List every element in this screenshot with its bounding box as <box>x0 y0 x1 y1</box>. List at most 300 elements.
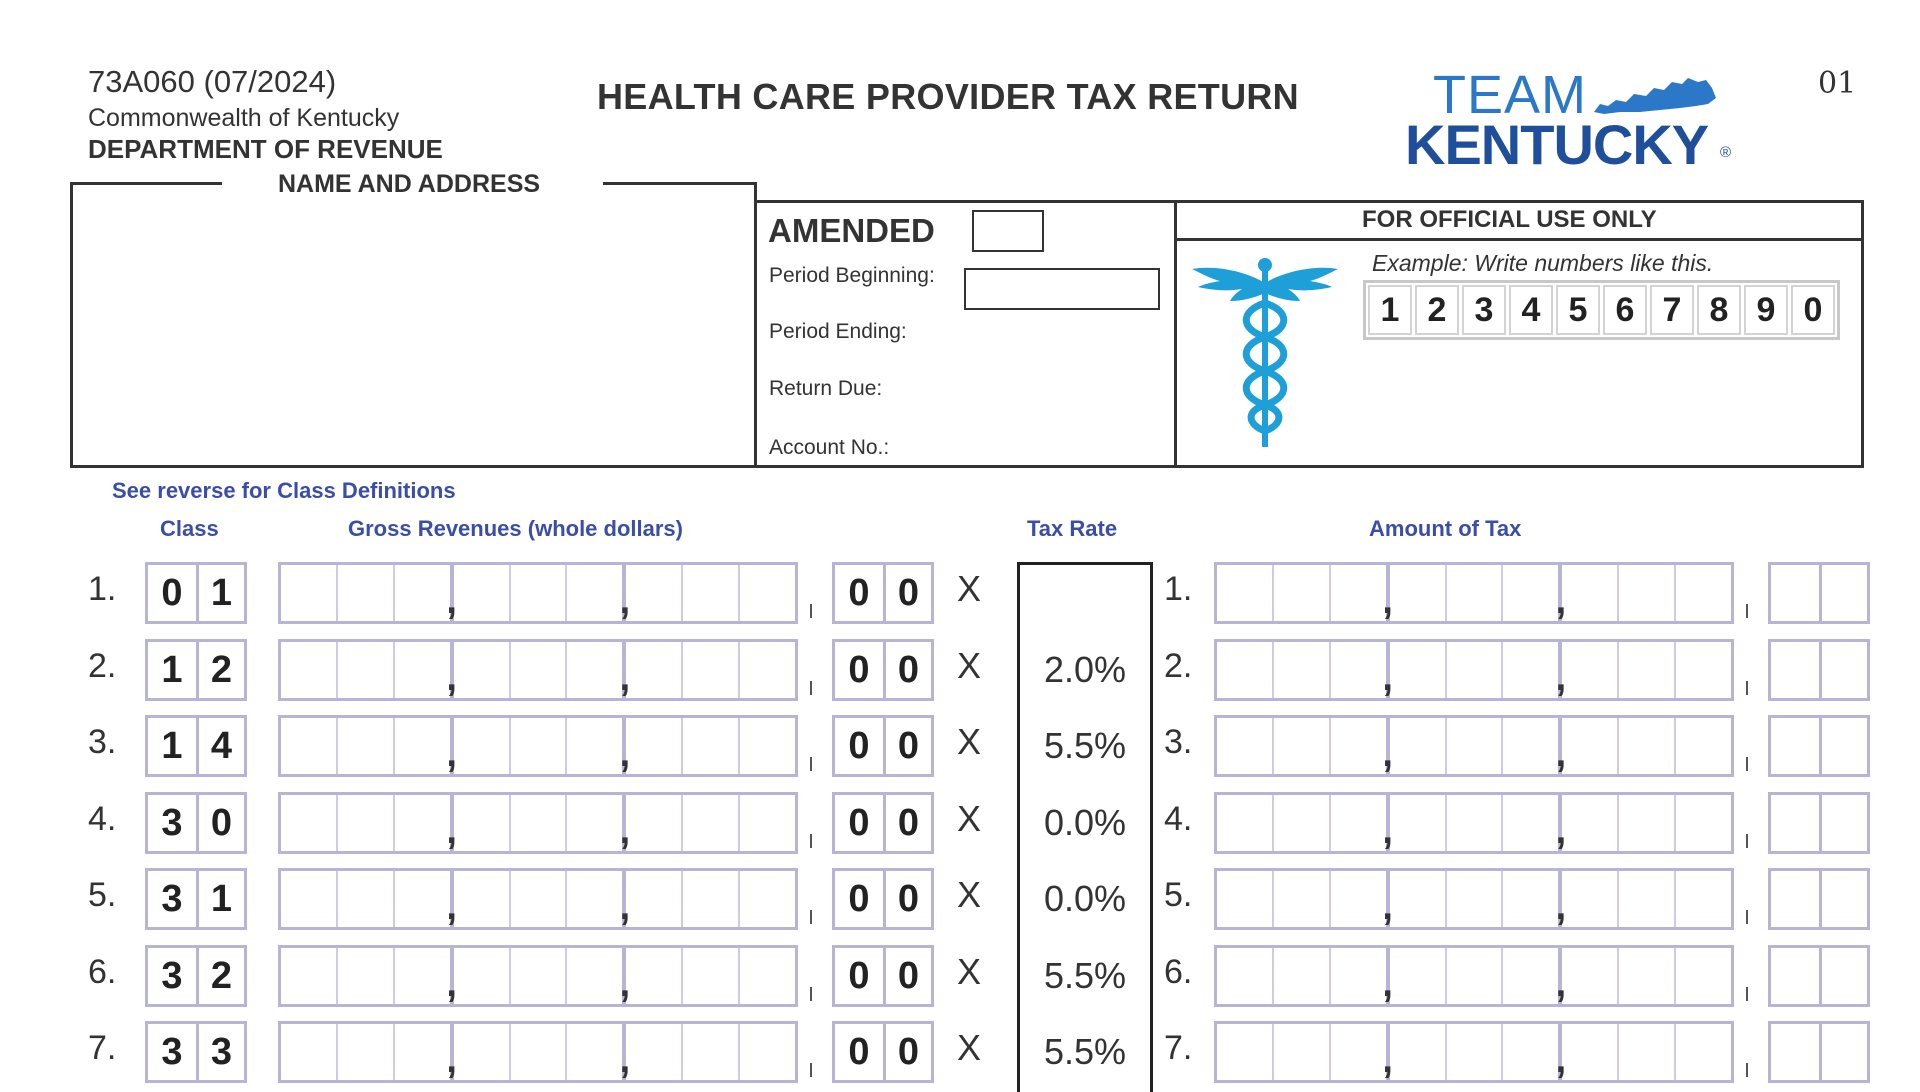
amount-of-tax-cents[interactable] <box>1768 562 1870 624</box>
digit-cell[interactable] <box>450 948 509 1004</box>
gross-revenue-field[interactable] <box>278 562 798 624</box>
digit-cell[interactable] <box>1386 795 1445 851</box>
digit-cell[interactable] <box>681 1024 738 1080</box>
digit-cell[interactable] <box>393 795 450 851</box>
amount-of-tax-field[interactable] <box>1214 868 1734 930</box>
digit-cell[interactable] <box>565 871 622 927</box>
digit-cell[interactable] <box>1445 948 1502 1004</box>
logo-kentucky-text: KENTUCKY <box>1405 113 1709 176</box>
digit-cell[interactable] <box>1386 642 1445 698</box>
digit-cell[interactable] <box>281 718 336 774</box>
row-number: 7. <box>88 1029 117 1067</box>
class-code-box <box>145 1021 247 1083</box>
digit-cell[interactable] <box>565 718 622 774</box>
digit-cell[interactable] <box>681 642 738 698</box>
amount-of-tax-cents[interactable] <box>1768 945 1870 1007</box>
digit-cell[interactable] <box>1386 871 1445 927</box>
period-beginning-label: Period Beginning: <box>769 264 935 287</box>
amount-of-tax-field[interactable] <box>1214 715 1734 777</box>
example-label: Example: Write numbers like this. <box>1372 250 1714 276</box>
digit-cell[interactable] <box>281 948 336 1004</box>
digit-cell[interactable] <box>281 1024 336 1080</box>
digit-cell[interactable] <box>1674 1024 1731 1080</box>
digit-cell[interactable] <box>1555 642 1617 699</box>
digit-cell[interactable] <box>738 642 795 698</box>
digit-cell[interactable] <box>619 795 681 852</box>
cents-digit[interactable] <box>1819 642 1867 698</box>
class-digit: 2 <box>196 948 244 1004</box>
example-digit: 4 <box>1509 285 1553 335</box>
thousands-comma: , <box>1555 657 1567 699</box>
cents-digit[interactable] <box>1819 871 1867 927</box>
example-digit: 9 <box>1744 285 1788 335</box>
cents-digit: 0 <box>883 795 931 851</box>
thousands-comma: , <box>446 580 457 622</box>
class-code-box <box>145 639 247 701</box>
gross-revenues-column-header: Gross Revenues (whole dollars) <box>348 516 683 541</box>
cents-digit[interactable] <box>1771 1024 1819 1080</box>
digit-cell[interactable] <box>336 871 393 927</box>
example-digit: 0 <box>1791 285 1835 335</box>
digit-cell[interactable] <box>1617 718 1674 774</box>
digit-cell[interactable] <box>738 948 795 1004</box>
return-due-label: Return Due: <box>769 377 883 400</box>
class-column-header: Class <box>160 516 219 541</box>
gross-revenue-field[interactable] <box>278 945 798 1007</box>
digit-cell[interactable] <box>336 642 393 698</box>
row-number: 4. <box>88 800 117 838</box>
row-number: 2. <box>1164 647 1193 685</box>
gross-revenue-cents <box>832 639 934 701</box>
gross-revenue-field[interactable] <box>278 715 798 777</box>
class-code-box <box>145 562 247 624</box>
commonwealth-label: Commonwealth of Kentucky <box>88 104 400 132</box>
digit-cell[interactable] <box>509 948 566 1004</box>
digit-cell[interactable] <box>1445 871 1502 927</box>
decimal-point-mark <box>810 834 812 848</box>
gross-revenue-cents <box>832 868 934 930</box>
digit-cell[interactable] <box>1501 948 1558 1004</box>
gross-revenue-field[interactable] <box>278 639 798 701</box>
digit-cell[interactable] <box>1501 1024 1558 1080</box>
cents-digit: 0 <box>883 1024 931 1080</box>
digit-cell[interactable] <box>1555 565 1617 622</box>
digit-cell[interactable] <box>393 948 450 1004</box>
cents-digit[interactable] <box>1771 948 1819 1004</box>
example-digit: 8 <box>1697 285 1741 335</box>
amended-label: AMENDED <box>768 212 935 249</box>
example-digit: 5 <box>1556 285 1600 335</box>
thousands-comma: , <box>619 963 631 1005</box>
digit-cell[interactable] <box>393 1024 450 1080</box>
class-digit: 1 <box>161 724 183 767</box>
digit-cell[interactable] <box>1445 795 1502 851</box>
cents-digit[interactable] <box>1771 795 1819 851</box>
cents-digit[interactable] <box>1771 718 1819 774</box>
tax-rate-value: 5.5% <box>1043 955 1127 996</box>
caduceus-icon <box>1190 253 1340 453</box>
thousands-comma: , <box>1382 886 1393 928</box>
gross-revenue-cents <box>832 715 934 777</box>
multiply-symbol: X <box>957 1027 982 1068</box>
tax-rate-value: 5.5% <box>1043 725 1127 766</box>
digit-cell[interactable] <box>1617 871 1674 927</box>
digit-cell[interactable] <box>336 1024 393 1080</box>
thousands-comma: , <box>1555 963 1567 1005</box>
decimal-point-mark <box>810 1063 812 1077</box>
digit-cell[interactable] <box>1617 948 1674 1004</box>
logo-registered-mark: ® <box>1720 144 1732 161</box>
digit-cell[interactable] <box>1674 718 1731 774</box>
digit-cell[interactable] <box>619 1024 681 1081</box>
digit-cell[interactable] <box>1272 795 1329 851</box>
example-digit: 6 <box>1603 285 1647 335</box>
digit-cell[interactable] <box>1217 718 1272 774</box>
digit-cell[interactable] <box>281 565 336 621</box>
digit-cell[interactable] <box>1217 871 1272 927</box>
amount-of-tax-column-header: Amount of Tax <box>1369 516 1522 541</box>
digit-cell[interactable] <box>1272 948 1329 1004</box>
class-digit: 1 <box>196 871 244 927</box>
class-digit: 1 <box>161 648 183 691</box>
thousands-comma: , <box>1382 810 1393 852</box>
cents-digit: 0 <box>848 877 870 920</box>
digit-cell[interactable] <box>619 642 681 699</box>
multiply-symbol: X <box>957 951 982 992</box>
decimal-point-mark <box>810 910 812 924</box>
digit-cell[interactable] <box>1674 948 1731 1004</box>
digit-cell[interactable] <box>1617 1024 1674 1080</box>
department-label: DEPARTMENT OF REVENUE <box>88 134 443 164</box>
digit-cell[interactable] <box>565 642 622 698</box>
multiply-symbol: X <box>957 798 982 839</box>
digit-cell[interactable] <box>1555 718 1617 775</box>
digit-cell[interactable] <box>619 871 681 928</box>
decimal-point-mark <box>1746 681 1748 695</box>
account-no-label: Account No.: <box>769 436 890 459</box>
digit-cell[interactable] <box>565 795 622 851</box>
digit-cell[interactable] <box>1217 565 1272 621</box>
gross-revenue-cents <box>832 562 934 624</box>
gross-revenue-field[interactable] <box>278 868 798 930</box>
digit-cell[interactable] <box>450 795 509 851</box>
thousands-comma: , <box>1382 963 1393 1005</box>
decimal-point-mark <box>1746 1063 1748 1077</box>
digit-cell[interactable] <box>681 948 738 1004</box>
cents-digit: 0 <box>848 724 870 767</box>
class-digit: 3 <box>161 954 183 997</box>
thousands-comma: , <box>619 733 631 775</box>
cents-digit: 0 <box>883 871 931 927</box>
digit-cell[interactable] <box>1617 795 1674 851</box>
digit-cell[interactable] <box>1674 565 1731 621</box>
cents-digit[interactable] <box>1819 1024 1867 1080</box>
row-number: 1. <box>1164 570 1193 608</box>
digit-cell[interactable] <box>681 795 738 851</box>
row-number: 4. <box>1164 800 1193 838</box>
digit-cell[interactable] <box>281 795 336 851</box>
row-number: 2. <box>88 647 117 685</box>
form-code: 73A060 (07/2024) <box>88 64 337 99</box>
tax-rate-value: 5.5% <box>1043 1031 1127 1072</box>
cents-digit[interactable] <box>1819 718 1867 774</box>
name-and-address-label: NAME AND ADDRESS <box>278 170 541 198</box>
digit-cell[interactable] <box>1272 871 1329 927</box>
decimal-point-mark <box>1746 910 1748 924</box>
digit-cell[interactable] <box>509 1024 566 1080</box>
digit-cell[interactable] <box>450 718 509 774</box>
thousands-comma: , <box>446 657 457 699</box>
class-digit: 0 <box>196 795 244 851</box>
see-reverse-note: See reverse for Class Definitions <box>112 478 456 503</box>
amount-of-tax-field[interactable] <box>1214 1021 1734 1083</box>
digit-cell[interactable] <box>336 948 393 1004</box>
tax-rate-column-header: Tax Rate <box>1027 516 1118 541</box>
class-digit: 3 <box>161 1030 183 1073</box>
digit-cell[interactable] <box>1501 871 1558 927</box>
thousands-comma: , <box>1555 810 1567 852</box>
multiply-symbol: X <box>957 645 982 686</box>
digit-cell[interactable] <box>1217 948 1272 1004</box>
digit-cell[interactable] <box>619 948 681 1005</box>
decimal-point-mark <box>1746 987 1748 1001</box>
class-code-box <box>145 715 247 777</box>
digit-cell[interactable] <box>1555 1024 1617 1081</box>
thousands-comma: , <box>446 733 457 775</box>
thousands-comma: , <box>1555 580 1567 622</box>
amount-of-tax-cents[interactable] <box>1768 1021 1870 1083</box>
row-number: 7. <box>1164 1029 1193 1067</box>
thousands-comma: , <box>1555 733 1567 775</box>
row-number: 3. <box>1164 723 1193 761</box>
row-number: 6. <box>88 953 117 991</box>
digit-cell[interactable] <box>1501 565 1558 621</box>
digit-cell[interactable] <box>681 565 738 621</box>
thousands-comma: , <box>1382 1039 1393 1081</box>
digit-cell[interactable] <box>1217 795 1272 851</box>
digit-cell[interactable] <box>509 565 566 621</box>
cents-digit[interactable] <box>1819 795 1867 851</box>
digit-cell[interactable] <box>1329 565 1386 621</box>
digit-cell[interactable] <box>450 565 509 621</box>
example-digits <box>1363 280 1840 340</box>
example-digit: 7 <box>1650 285 1694 335</box>
cents-digit: 0 <box>883 565 931 621</box>
digit-cell[interactable] <box>1501 795 1558 851</box>
thousands-comma: , <box>619 1039 631 1081</box>
digit-cell[interactable] <box>393 642 450 698</box>
digit-cell[interactable] <box>1674 871 1731 927</box>
digit-cell[interactable] <box>450 1024 509 1080</box>
gross-revenue-cents <box>832 792 934 854</box>
thousands-comma: , <box>1382 733 1393 775</box>
digit-cell[interactable] <box>1329 871 1386 927</box>
multiply-symbol: X <box>957 874 982 915</box>
cents-digit: 0 <box>883 718 931 774</box>
digit-cell[interactable] <box>1272 565 1329 621</box>
thousands-comma: , <box>446 963 457 1005</box>
cents-digit[interactable] <box>1819 565 1867 621</box>
row-number: 3. <box>88 723 117 761</box>
digit-cell[interactable] <box>738 871 795 927</box>
class-code-box <box>145 868 247 930</box>
class-digit: 3 <box>196 1024 244 1080</box>
digit-cell[interactable] <box>1329 1024 1386 1080</box>
digit-cell[interactable] <box>1555 871 1617 928</box>
cents-digit[interactable] <box>1771 871 1819 927</box>
logo-team-text: TEAM <box>1433 65 1588 125</box>
row-number: 5. <box>1164 876 1193 914</box>
decimal-point-mark <box>1746 604 1748 618</box>
cents-digit[interactable] <box>1771 642 1819 698</box>
tax-rate-value: 0.0% <box>1043 878 1127 919</box>
digit-cell[interactable] <box>509 795 566 851</box>
digit-cell[interactable] <box>619 565 681 622</box>
cents-digit[interactable] <box>1771 565 1819 621</box>
digit-cell[interactable] <box>1272 1024 1329 1080</box>
amount-of-tax-cents[interactable] <box>1768 868 1870 930</box>
digit-cell[interactable] <box>1445 642 1502 698</box>
page-number: 01 <box>1818 66 1857 101</box>
digit-cell[interactable] <box>1555 795 1617 852</box>
digit-cell[interactable] <box>738 795 795 851</box>
digit-cell[interactable] <box>450 642 509 698</box>
digit-cell[interactable] <box>1501 642 1558 698</box>
tax-rate-value: 2.0% <box>1043 649 1127 690</box>
digit-cell[interactable] <box>1674 642 1731 698</box>
cents-digit: 0 <box>848 801 870 844</box>
digit-cell[interactable] <box>336 718 393 774</box>
digit-cell[interactable] <box>1617 642 1674 698</box>
digit-cell[interactable] <box>1386 718 1445 774</box>
decimal-point-mark <box>810 987 812 1001</box>
digit-cell[interactable] <box>1555 948 1617 1005</box>
digit-cell[interactable] <box>565 565 622 621</box>
decimal-point-mark <box>810 681 812 695</box>
digit-cell[interactable] <box>1386 565 1445 621</box>
period-ending-label: Period Ending: <box>769 320 907 343</box>
digit-cell[interactable] <box>509 642 566 698</box>
name-and-address-area[interactable] <box>76 200 750 462</box>
digit-cell[interactable] <box>619 718 681 775</box>
thousands-comma: , <box>619 657 631 699</box>
digit-cell[interactable] <box>336 565 393 621</box>
digit-cell[interactable] <box>681 871 738 927</box>
digit-cell[interactable] <box>1674 795 1731 851</box>
digit-cell[interactable] <box>1386 1024 1445 1080</box>
digit-cell[interactable] <box>738 1024 795 1080</box>
gross-revenue-cents <box>832 1021 934 1083</box>
cents-digit: 0 <box>848 648 870 691</box>
class-digit: 0 <box>161 571 183 614</box>
thousands-comma: , <box>446 886 457 928</box>
digit-cell[interactable] <box>393 871 450 927</box>
digit-cell[interactable] <box>1617 565 1674 621</box>
cents-digit[interactable] <box>1819 948 1867 1004</box>
form-title: HEALTH CARE PROVIDER TAX RETURN <box>597 76 1299 117</box>
tax-rate-value: 0.0% <box>1043 802 1127 843</box>
digit-cell[interactable] <box>281 871 336 927</box>
amended-checkbox[interactable] <box>972 210 1044 252</box>
digit-cell[interactable] <box>509 718 566 774</box>
gross-revenue-field[interactable] <box>278 792 798 854</box>
thousands-comma: , <box>619 810 631 852</box>
digit-cell[interactable] <box>738 565 795 621</box>
class-digit: 3 <box>161 801 183 844</box>
digit-cell[interactable] <box>1386 948 1445 1004</box>
amount-of-tax-field[interactable] <box>1214 945 1734 1007</box>
digit-cell[interactable] <box>1329 642 1386 698</box>
period-beginning-field[interactable] <box>964 268 1160 310</box>
amount-of-tax-field[interactable] <box>1214 639 1734 701</box>
example-digit: 2 <box>1415 285 1459 335</box>
digit-cell[interactable] <box>1329 718 1386 774</box>
class-digit: 3 <box>161 877 183 920</box>
row-number: 1. <box>88 570 117 608</box>
digit-cell[interactable] <box>1272 642 1329 698</box>
digit-cell[interactable] <box>336 795 393 851</box>
digit-cell[interactable] <box>1217 642 1272 698</box>
thousands-comma: , <box>1555 886 1567 928</box>
amount-of-tax-cents[interactable] <box>1768 715 1870 777</box>
digit-cell[interactable] <box>450 871 509 927</box>
digit-cell[interactable] <box>1272 718 1329 774</box>
thousands-comma: , <box>1382 580 1393 622</box>
digit-cell[interactable] <box>565 1024 622 1080</box>
thousands-comma: , <box>1555 1039 1567 1081</box>
class-digit: 2 <box>196 642 244 698</box>
decimal-point-mark <box>1746 757 1748 771</box>
decimal-point-mark <box>810 604 812 618</box>
thousands-comma: , <box>446 1039 457 1081</box>
thousands-comma: , <box>619 886 631 928</box>
gross-revenue-field[interactable] <box>278 1021 798 1083</box>
multiply-symbol: X <box>957 568 982 609</box>
digit-cell[interactable] <box>281 642 336 698</box>
gross-revenue-cents <box>832 945 934 1007</box>
digit-cell[interactable] <box>1501 718 1558 774</box>
digit-cell[interactable] <box>1329 795 1386 851</box>
digit-cell[interactable] <box>565 948 622 1004</box>
class-code-box <box>145 945 247 1007</box>
cents-digit: 0 <box>848 1030 870 1073</box>
amount-of-tax-field[interactable] <box>1214 792 1734 854</box>
decimal-point-mark <box>1746 834 1748 848</box>
amount-of-tax-cents[interactable] <box>1768 639 1870 701</box>
amount-of-tax-cents[interactable] <box>1768 792 1870 854</box>
cents-digit: 0 <box>883 642 931 698</box>
cents-digit: 0 <box>848 571 870 614</box>
digit-cell[interactable] <box>1445 718 1502 774</box>
thousands-comma: , <box>1382 657 1393 699</box>
class-digit: 1 <box>196 565 244 621</box>
digit-cell[interactable] <box>1329 948 1386 1004</box>
digit-cell[interactable] <box>393 565 450 621</box>
thousands-comma: , <box>619 580 631 622</box>
amount-of-tax-field[interactable] <box>1214 562 1734 624</box>
digit-cell[interactable] <box>738 718 795 774</box>
example-digit: 1 <box>1368 285 1412 335</box>
digit-cell[interactable] <box>1217 1024 1272 1080</box>
digit-cell[interactable] <box>1445 565 1502 621</box>
digit-cell[interactable] <box>509 871 566 927</box>
digit-cell[interactable] <box>681 718 738 774</box>
example-digit: 3 <box>1462 285 1506 335</box>
digit-cell[interactable] <box>393 718 450 774</box>
cents-digit: 0 <box>848 954 870 997</box>
digit-cell[interactable] <box>1445 1024 1502 1080</box>
class-digit: 4 <box>196 718 244 774</box>
